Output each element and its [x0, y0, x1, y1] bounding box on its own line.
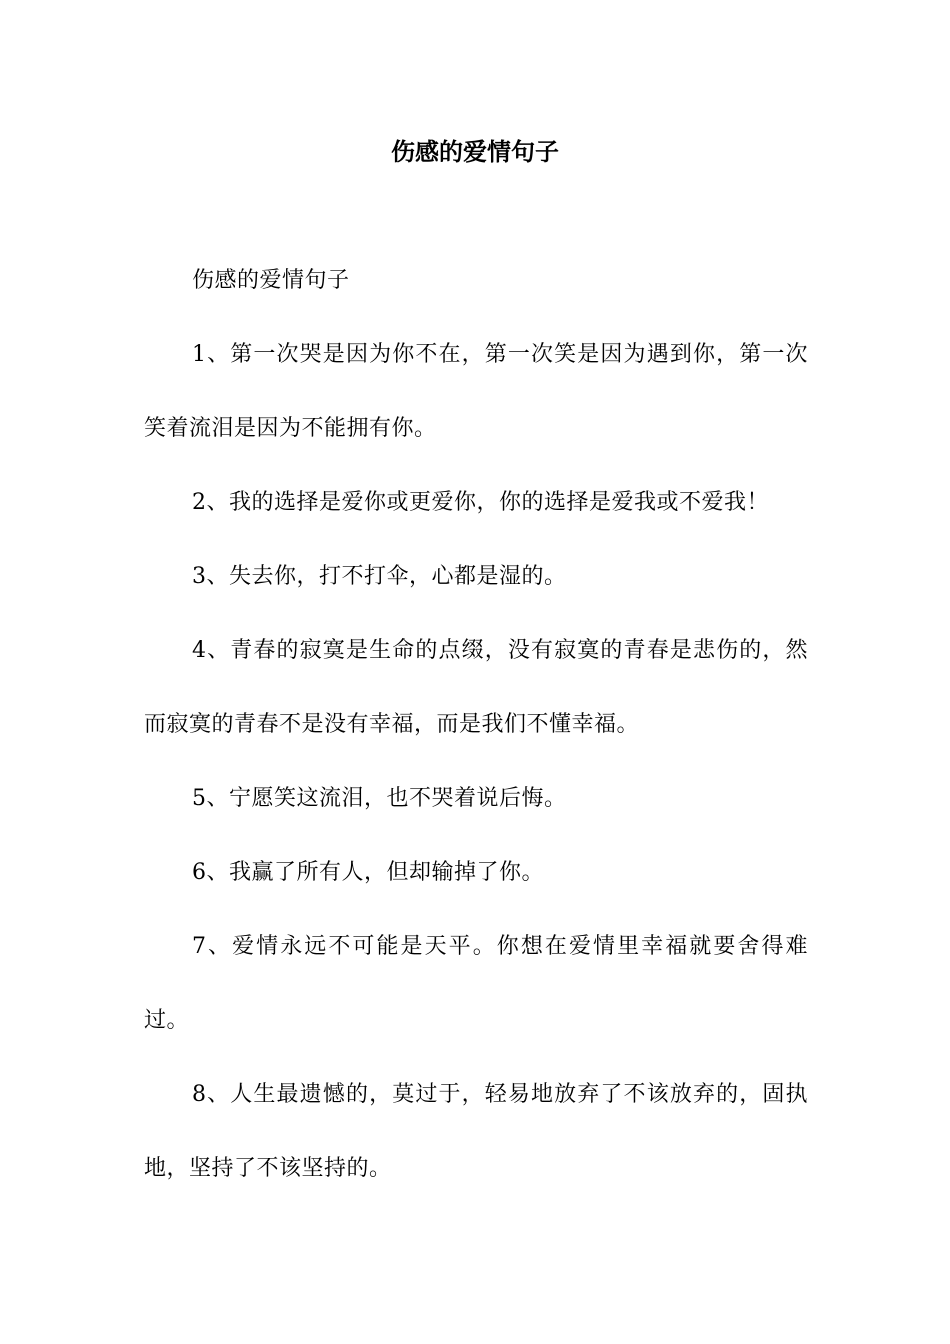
- paragraph-subtitle: 伤感的爱情句子: [192, 268, 350, 293]
- paragraph-item-8: 8、人生最遗憾的，莫过于，轻易地放弃了不该放弃的，固执地，坚持了不该坚持的。: [144, 1082, 808, 1181]
- paragraph-item-3: 3、失去你，打不打伞，心都是湿的。: [192, 564, 567, 589]
- paragraph-item-2: 2、我的选择是爱你或更爱你，你的选择是爱我或不爱我！: [192, 490, 769, 515]
- document-body: [144, 244, 808, 1206]
- paragraph-item-1: 1、第一次哭是因为你不在，第一次笑是因为遇到你，第一次笑着流泪是因为不能拥有你。: [144, 342, 808, 441]
- paragraph-item-6: 6、我赢了所有人，但却输掉了你。: [192, 860, 544, 885]
- page-title: 伤感的爱情句子: [391, 138, 559, 166]
- paragraph-item-7: 7、爱情永远不可能是天平。你想在爱情里幸福就要舍得难过。: [144, 934, 808, 1033]
- paragraph-item-4: 4、青春的寂寞是生命的点缀，没有寂寞的青春是悲伤的，然而寂寞的青春不是没有幸福，而是我们不懂幸福。: [144, 638, 808, 737]
- paragraph-item-5: 5、宁愿笑这流泪，也不哭着说后悔。: [192, 786, 567, 811]
